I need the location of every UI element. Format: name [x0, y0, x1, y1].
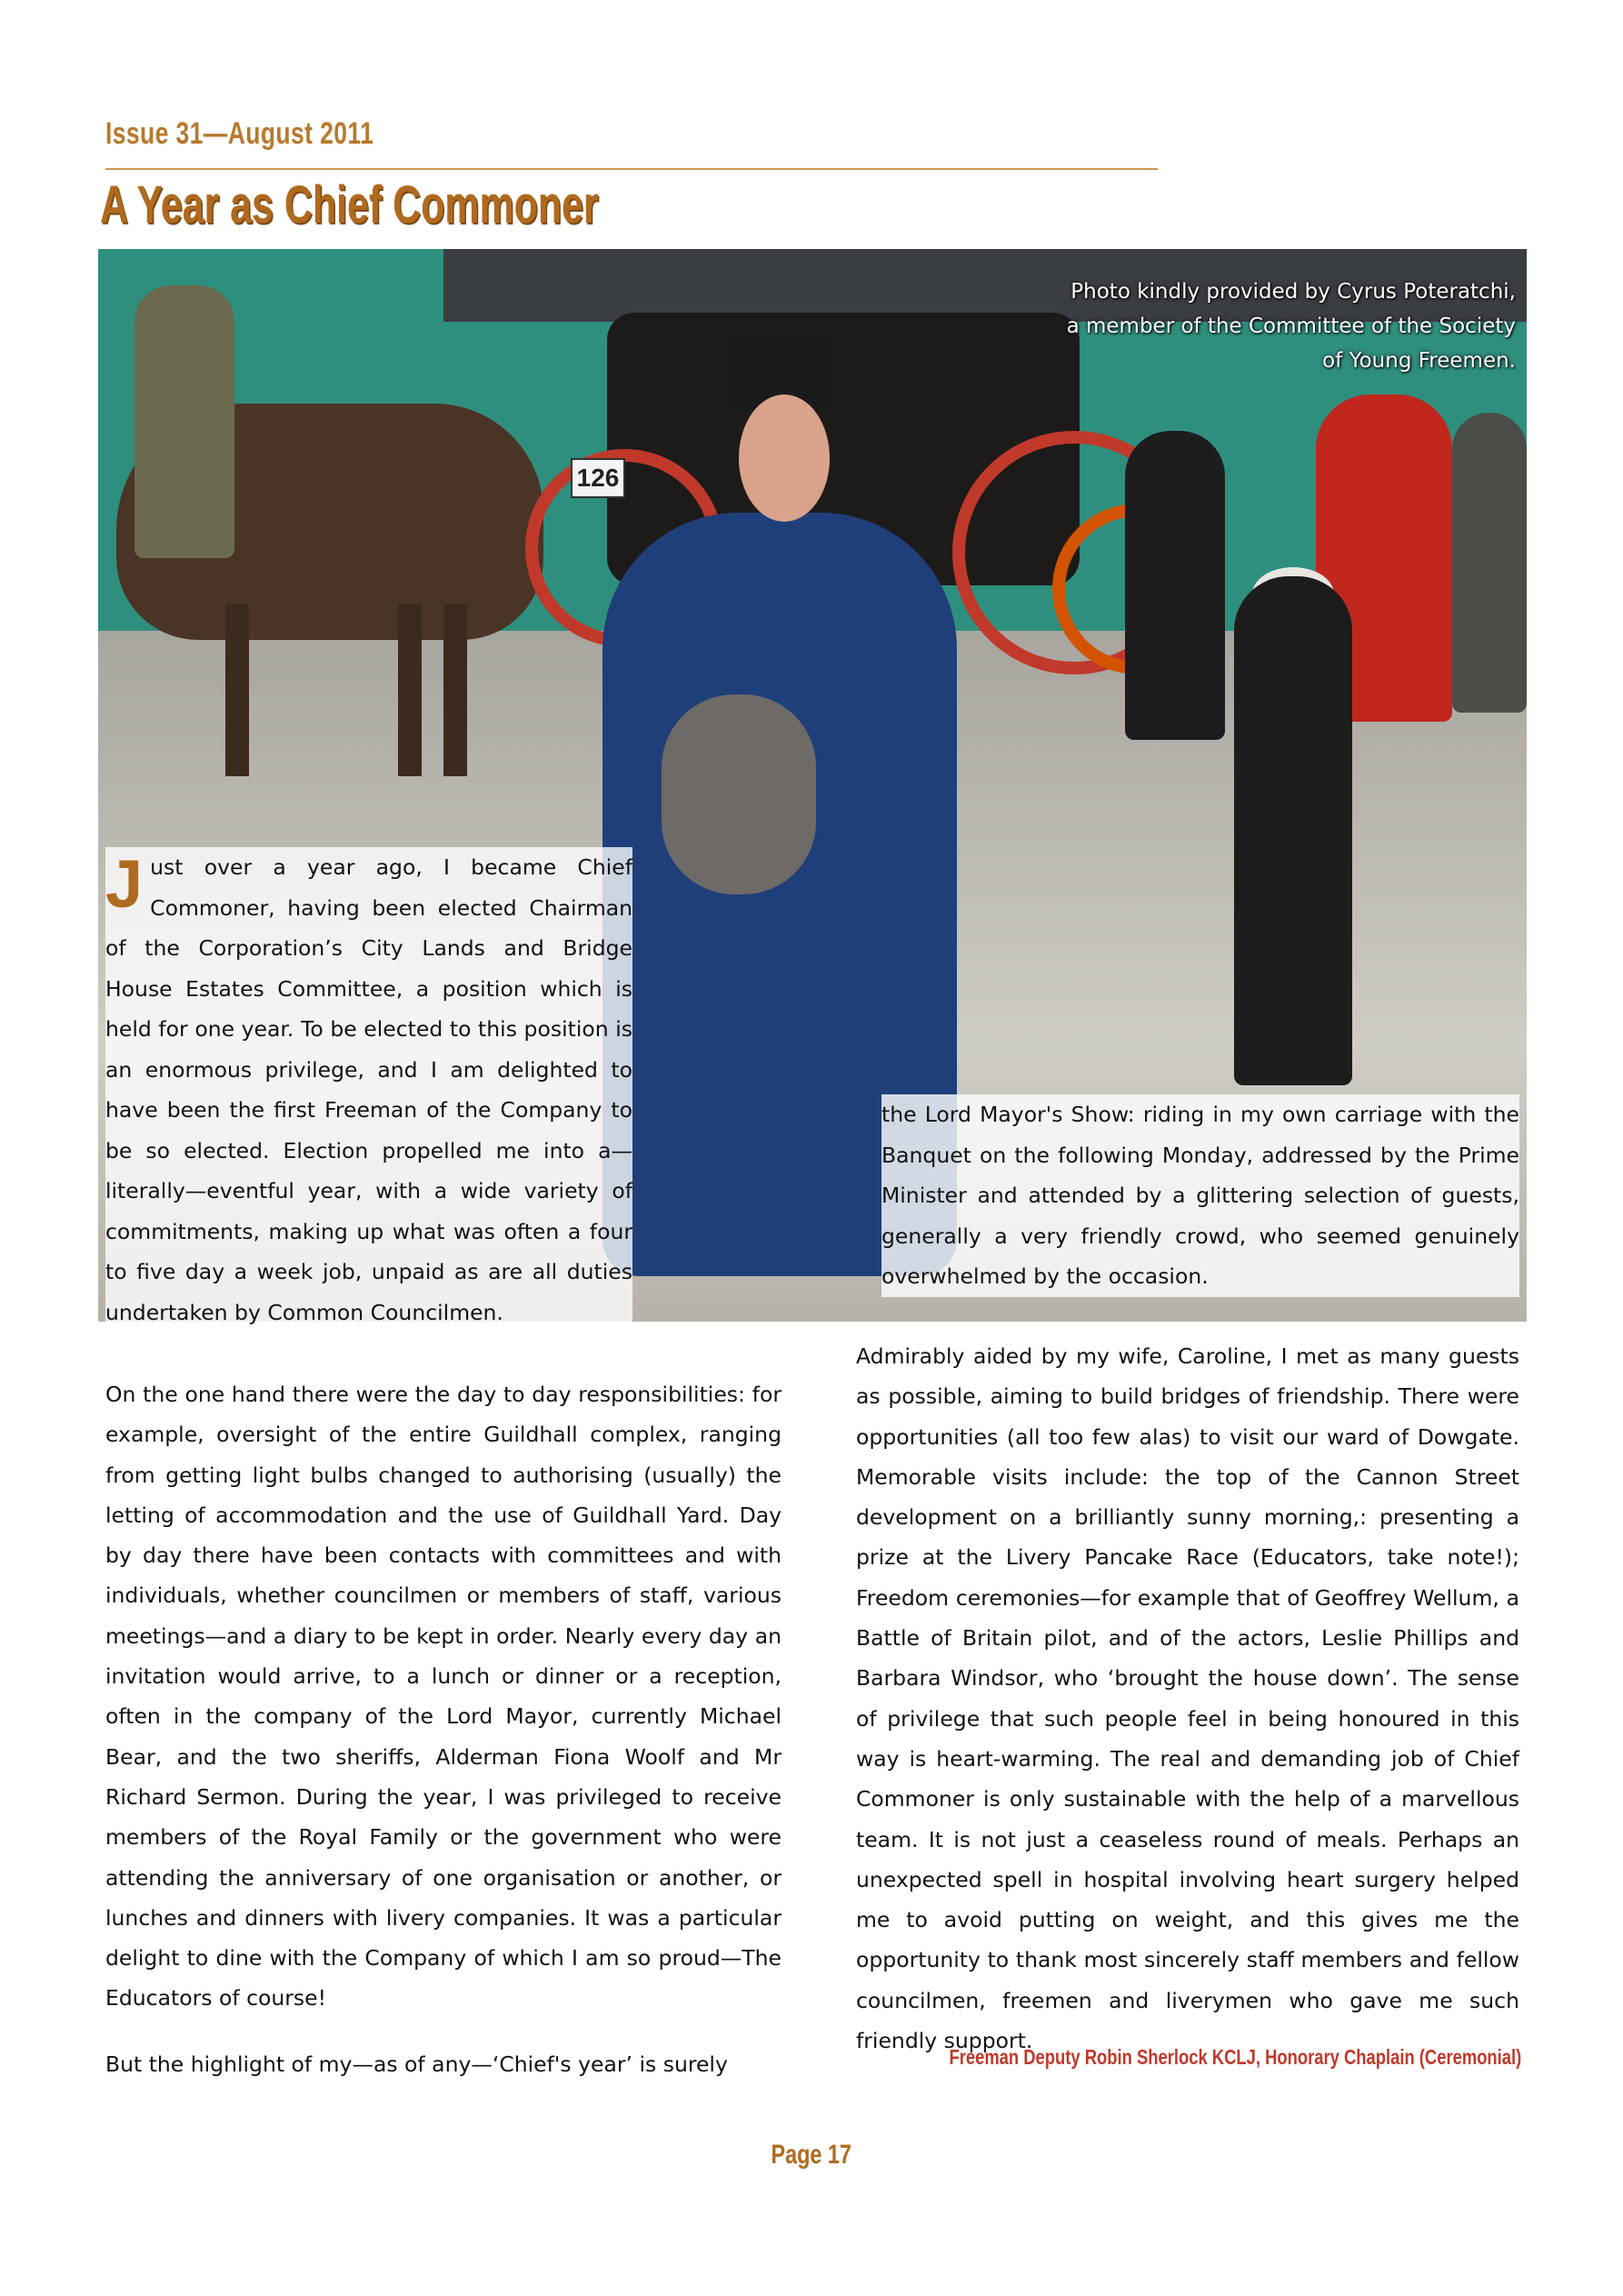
- photo-elephant-toy: [662, 694, 816, 894]
- article-title: A Year as Chief Commoner: [100, 175, 599, 235]
- photo-horse-leg: [398, 604, 422, 776]
- photo-credit: [1007, 275, 1516, 378]
- photo-face: [739, 394, 830, 522]
- paragraph: Admirably aided by my wife, Caroline, I met as many guests as possible, aiming to build bridges of friendship. There were opportunities (all too few alas) to visit our ward of Dowgate. Memorable visits include: the top of the Cannon Street development on a brilliantly sunny morning,: presenting a prize at the Livery Pancake Race (Educators, take note!); Freedom ceremonies—for example that of Geoffrey Wellum, a Battle of Britain pilot, and of the actors, Leslie Phillips and Barbara Windsor, who ‘brought the house down’. The sense of privilege that such people feel in being honoured in this way is heart-warming. The real and demanding job of Chief Commoner is only sustainable with the help of a marvellous team. It is not just a ceaseless round of meals. Perhaps an unexpected spell in hospital involving heart surgery helped me to avoid putting on weight, and this gives me the opportunity to thank most sincerely staff members and fellow councilmen, freemen and liverymen who gave me such friendly support.: [856, 1343, 1519, 2054]
- photo-horse-leg: [225, 604, 249, 776]
- photo-credit-line: Photo kindly provided by Cyrus Poteratchi,: [1070, 280, 1516, 304]
- intro-text: ust over a year ago, I became Chief Commoner, having been elected Chairman of the Corporation’s City Lands and Bridge House Estates Committee, a position which is held for one year. To be elected to this position is an enormous privilege, and I am delighted to have been the first Freeman of the Company to be so elected. Election propelled me into a—literally—eventful year, with a wide variety of commitments, making up what was often a four to five day a week job, unpaid as are all duties undertaken by Common Councilmen.: [105, 854, 632, 1325]
- photo-rider: [134, 285, 234, 558]
- left-column: [105, 1374, 782, 2110]
- issue-label: Issue 31—August 2011: [105, 116, 374, 151]
- drop-cap: J: [105, 846, 144, 922]
- author-signature: Freeman Deputy Robin Sherlock KCLJ, Honorary Chaplain (Ceremonial): [949, 2045, 1521, 2069]
- right-column: [856, 1336, 1519, 2086]
- photo-credit-line: a member of the Committee of the Society: [1066, 314, 1516, 338]
- header-rule: [105, 168, 1158, 170]
- photo-credit-line: of Young Freemen.: [1322, 349, 1516, 373]
- photo-bollard: [1234, 576, 1352, 1085]
- photo-figure: [1452, 413, 1527, 713]
- photo-horse-leg: [443, 604, 467, 776]
- photo-woman-figure: [1125, 431, 1225, 740]
- article-right-overlay: the Lord Mayor's Show: riding in my own carriage with the Banquet on the following Monday, addressed by the Prime Minister and attended by a glittering selection of guests, generally a very friendly crowd, who seemed genuinely overwhelmed by the occasion.: [881, 1094, 1519, 1297]
- photo-carriage-number: 126: [571, 458, 625, 498]
- paragraph: But the highlight of my—as of any—‘Chief's year’ is surely: [105, 2051, 728, 2077]
- article-intro: [105, 847, 632, 1333]
- paragraph: On the one hand there were the day to day responsibilities: for example, oversight of the entire Guildhall complex, ranging from getting light bulbs changed to authorising (usually) the letting of accommodation and the use of Guildhall Yard. Day by day there have been contacts with committees and with individuals, whether councilmen or members of staff, various meetings—and a diary to be kept in order. Nearly every day an invitation would arrive, to a lunch or dinner or a reception, often in the company of the Lord Mayor, currently Michael Bear, and the two sheriffs, Alderman Fiona Woolf and Mr Richard Sermon. During the year, I was privileged to receive members of the Royal Family or the government who were attending the anniversary of one organisation or another, or lunches and dinners with livery companies. It was a particular delight to dine with the Company of which I am so proud—The Educators of course!: [105, 1382, 782, 2011]
- page-number: [0, 2140, 1623, 2171]
- page-number-text: Page 17: [771, 2140, 852, 2170]
